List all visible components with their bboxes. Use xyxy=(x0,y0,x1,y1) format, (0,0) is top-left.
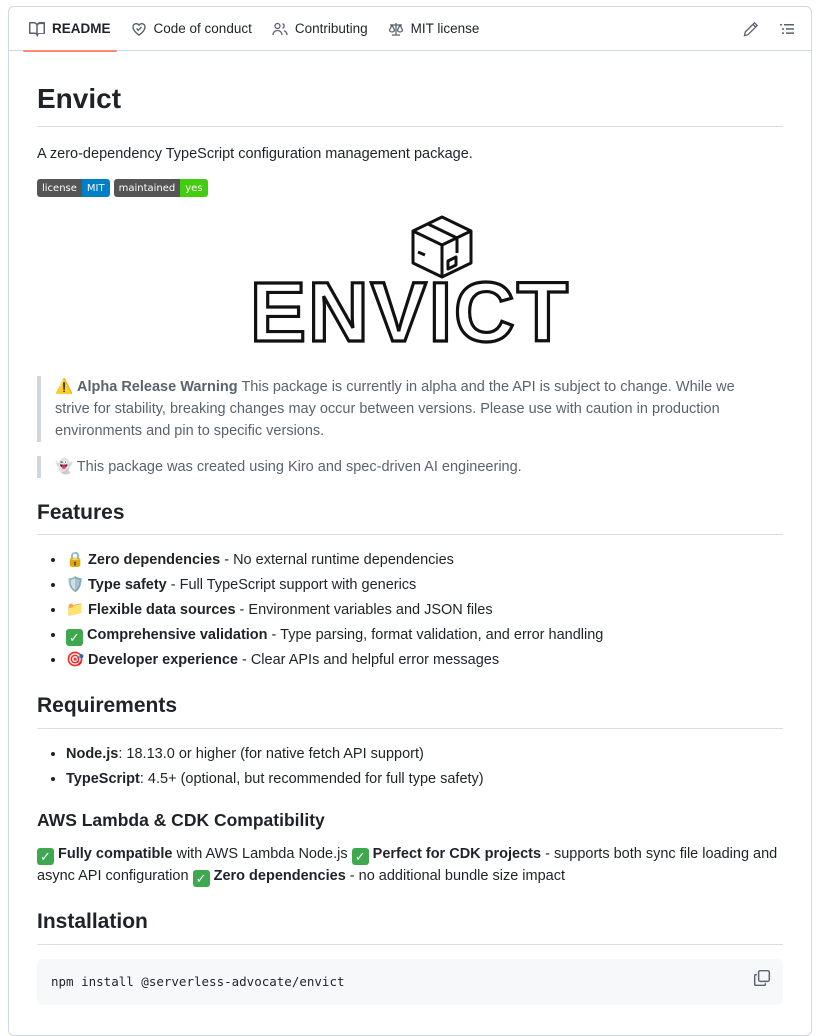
requirement-title: Node.js xyxy=(66,745,119,762)
tab-contributing-label: Contributing xyxy=(294,21,368,36)
compat-text: - supports both sync file loading and async API configuration xyxy=(37,846,778,885)
warning-icon: ⚠️ xyxy=(55,379,74,395)
install-code-block[interactable] xyxy=(37,959,783,1005)
warning-text: This package is currently in alpha and the API is subject to change. While we strive for stability, breaking changes may occur between versions. Please use with caution in production environments and pin to specific versions. xyxy=(55,379,735,439)
heart-icon xyxy=(131,21,147,37)
feature-text: - Type parsing, format validation, and error handling xyxy=(267,627,604,644)
target-icon: 🎯 xyxy=(66,652,85,669)
list-item xyxy=(66,624,783,646)
description: A zero-dependency TypeScript configuration management package. xyxy=(37,146,473,162)
tab-actions xyxy=(735,13,803,45)
maintained-badge[interactable] xyxy=(114,179,208,197)
check-icon: ✓ xyxy=(37,848,54,865)
list-item xyxy=(66,599,783,621)
aws-compat-text xyxy=(37,843,783,887)
feature-text: - Full TypeScript support with generics xyxy=(166,577,417,594)
requirement-title: TypeScript xyxy=(66,770,140,787)
compat-title: Fully compatible xyxy=(58,846,173,863)
lock-icon: 🔒 xyxy=(66,552,85,569)
logo-wordmark: ENVICT xyxy=(249,265,571,354)
requirement-text: : 4.5+ (optional, but recommended for full type safety) xyxy=(139,770,484,787)
envict-logo xyxy=(37,209,783,354)
people-icon xyxy=(272,21,288,37)
readme-panel xyxy=(8,6,812,1036)
page-title: Envict xyxy=(37,81,783,127)
installation-heading: Installation xyxy=(37,909,783,944)
alpha-warning xyxy=(37,376,783,442)
badges xyxy=(37,179,783,197)
readme-tabbar xyxy=(9,7,811,51)
feature-text: - Clear APIs and helpful error messages xyxy=(237,652,500,669)
shield-icon: 🛡️ xyxy=(66,577,85,594)
list-item xyxy=(66,743,783,765)
aws-heading: AWS Lambda & CDK Compatibility xyxy=(37,809,325,830)
license-badge[interactable] xyxy=(37,179,110,197)
tab-mit-license-label: MIT license xyxy=(410,21,480,36)
license-badge-left: license xyxy=(37,179,82,197)
list-item xyxy=(66,768,783,790)
law-icon xyxy=(388,21,404,37)
requirements-heading: Requirements xyxy=(37,693,783,728)
tab-code-of-conduct[interactable] xyxy=(121,7,262,51)
license-badge-right: MIT xyxy=(82,179,110,197)
feature-title: Comprehensive validation xyxy=(87,627,268,644)
readme-content xyxy=(9,51,811,1005)
feature-text: - No external runtime dependencies xyxy=(220,552,454,569)
folder-icon: 📁 xyxy=(66,602,85,619)
tab-contributing[interactable] xyxy=(262,7,378,51)
feature-title: Developer experience xyxy=(88,652,238,669)
requirements-list xyxy=(37,743,783,790)
feature-title: Type safety xyxy=(88,577,167,594)
list-item xyxy=(66,574,783,596)
tab-readme-label: README xyxy=(52,21,111,36)
outline-button[interactable] xyxy=(771,13,803,45)
compat-text: with AWS Lambda Node.js xyxy=(172,846,352,863)
tab-readme[interactable] xyxy=(19,7,121,51)
note-text: This package was created using Kiro and spec-driven AI engineering. xyxy=(76,459,522,475)
compat-title: Perfect for CDK projects xyxy=(372,846,542,863)
check-icon: ✓ xyxy=(352,848,369,865)
logo-image xyxy=(245,209,575,354)
copy-icon[interactable] xyxy=(753,969,771,987)
list-icon xyxy=(779,21,795,37)
check-icon: ✓ xyxy=(66,629,83,646)
list-item xyxy=(66,549,783,571)
feature-text: - Environment variables and JSON files xyxy=(235,602,493,619)
list-item xyxy=(66,649,783,671)
install-command[interactable]: npm install @serverless-advocate/envict xyxy=(51,974,345,990)
feature-title: Flexible data sources xyxy=(88,602,236,619)
feature-title: Zero dependencies xyxy=(88,552,221,569)
tab-mit-license[interactable] xyxy=(378,7,490,51)
maintained-badge-left: maintained xyxy=(114,179,181,197)
pencil-icon xyxy=(743,21,759,37)
requirement-text: : 18.13.0 or higher (for native fetch API support) xyxy=(118,745,424,762)
features-list xyxy=(37,549,783,671)
compat-text: - no additional bundle size impact xyxy=(345,868,566,885)
edit-button[interactable] xyxy=(735,13,767,45)
maintained-badge-right: yes xyxy=(180,179,207,197)
features-heading: Features xyxy=(37,500,783,535)
book-icon xyxy=(29,21,45,37)
kiro-note xyxy=(37,456,783,478)
tab-code-of-conduct-label: Code of conduct xyxy=(153,21,252,36)
check-icon: ✓ xyxy=(193,870,210,887)
warning-title: Alpha Release Warning xyxy=(77,379,238,395)
ghost-icon: 👻 xyxy=(55,459,74,475)
compat-title: Zero dependencies xyxy=(213,868,346,885)
